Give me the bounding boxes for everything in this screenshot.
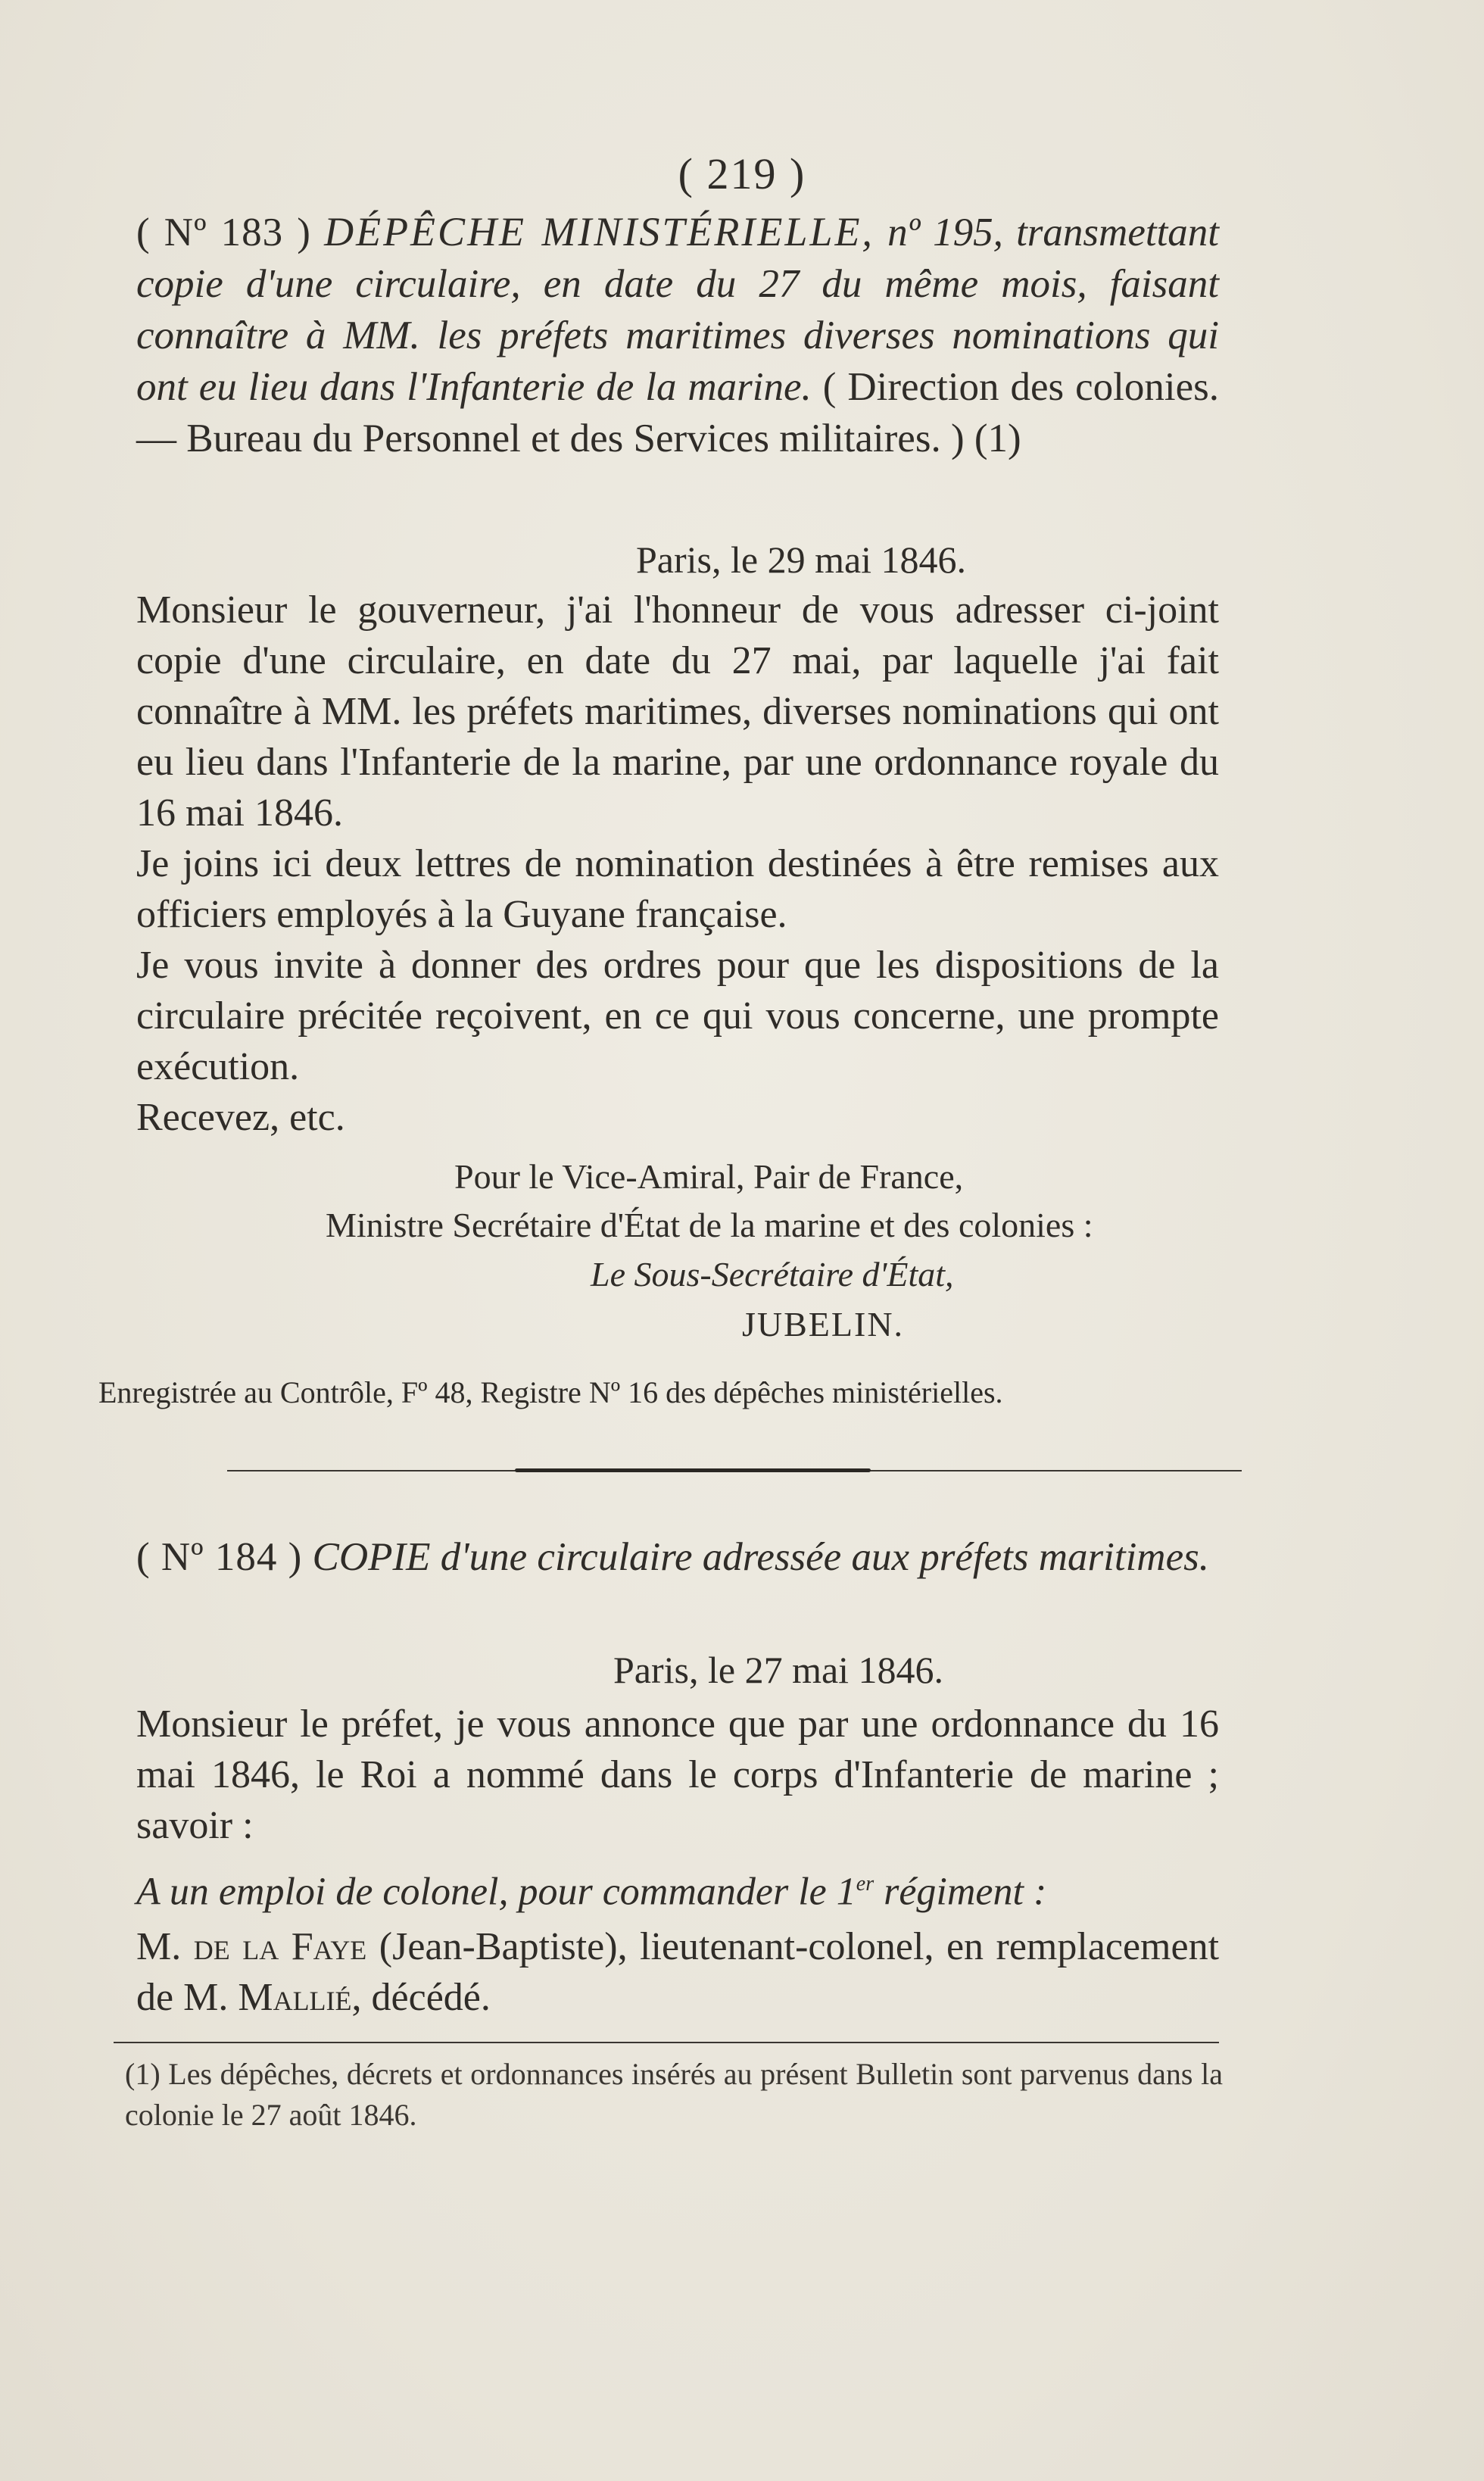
entry-184-number: ( Nº 184 )	[136, 1535, 303, 1579]
page-number: ( 219 )	[678, 149, 806, 198]
entry-183-paragraph-2: Je joins ici deux lettres de nomination destinées à être remises aux officiers employés à la Guyane française.	[136, 842, 1219, 936]
signature-name: JUBELIN.	[742, 1305, 905, 1343]
footnote: (1) Les dépêches, décrets et ordonnances insérés au présent Bulletin sont parvenus dans la colonie le 27 août 1846.	[125, 2057, 1223, 2132]
nomination-prefix: M.	[136, 1925, 182, 1969]
signature-line-3: Le Sous-Secrétaire d'État,	[591, 1255, 954, 1294]
entry-183-heading	[136, 206, 1219, 464]
nomination-name: de la Faye	[193, 1925, 367, 1969]
entry-183-paragraph-1: Monsieur le gouverneur, j'ai l'honneur de vous adresser ci-joint copie d'une circulaire, en date du 27 mai, par laquelle j'ai fait connaître à MM. les préfets maritimes, diverses nominations qui ont eu lieu dans l'Infanterie de la marine, par une ordonnance royale du 16 mai 1846.	[136, 588, 1219, 835]
entry-183-direction: ( Direction des colonies. — Bureau du Personnel et des Services militaires. ) (1)	[136, 365, 1219, 460]
nomination-text-2: , décédé.	[351, 1976, 491, 2020]
signature-line-1: Pour le Vice-Amiral, Pair de France,	[454, 1157, 964, 1196]
registration-note: Enregistrée au Contrôle, Fº 48, Registre Nº 16 des dépêches ministérielles.	[98, 1375, 1003, 1409]
entry-184-title: COPIE d'une circulaire adressée aux préfets maritimes.	[312, 1535, 1209, 1579]
entry-183-num-ref: nº 195,	[887, 211, 1003, 254]
entry-183-dateline: Paris, le 29 mai 1846.	[636, 538, 967, 581]
nomination-replaced-name: Mallié	[238, 1976, 352, 2020]
signature-line-2: Ministre Secrétaire d'État de la marine et des colonies :	[326, 1206, 1093, 1244]
section-divider-ornament	[515, 1468, 871, 1472]
section-divider	[227, 1470, 1242, 1471]
entry-183-paragraph-3: Je vous invite à donner des ordres pour que les dispositions de la circulaire précitée reçoivent, en ce qui vous concerne, une prompte exécution.	[136, 944, 1219, 1088]
entry-184-nomination	[136, 1921, 1219, 2023]
entry-184-paragraph: Monsieur le préfet, je vous annonce que par une ordonnance du 16 mai 1846, le Roi a nommé dans le corps d'Infanterie de marine ; savoir :	[136, 1702, 1219, 1847]
entry-184-body	[136, 1699, 1219, 2023]
entry-184-subheading	[136, 1858, 1219, 1917]
entry-183-description: transmettant copie d'une circulaire, en date du 27 du même mois, faisant connaître à MM. les préfets maritimes diverses nominations qui ont eu lieu dans l'Infanterie de la marine.	[136, 211, 1220, 409]
nomination-text-1: (Jean-Baptiste), lieutenant-colonel, en remplacement de M.	[136, 1925, 1220, 2020]
entry-184-heading	[136, 1531, 1219, 1583]
entry-184-dateline: Paris, le 27 mai 1846.	[613, 1649, 944, 1691]
entry-183-number: ( Nº 183 )	[136, 211, 311, 254]
subheading-end: régiment :	[874, 1870, 1047, 1914]
entry-183-paragraph-4: Recevez, etc.	[136, 1096, 345, 1139]
subheading-superscript: er	[856, 1872, 874, 1896]
footnote-rule	[114, 2042, 1219, 2043]
entry-183-body	[136, 585, 1219, 1143]
subheading-main: A un emploi de colonel, pour commander le 1	[136, 1870, 856, 1914]
entry-183-title: DÉPÊCHE MINISTÉRIELLE,	[324, 209, 874, 254]
